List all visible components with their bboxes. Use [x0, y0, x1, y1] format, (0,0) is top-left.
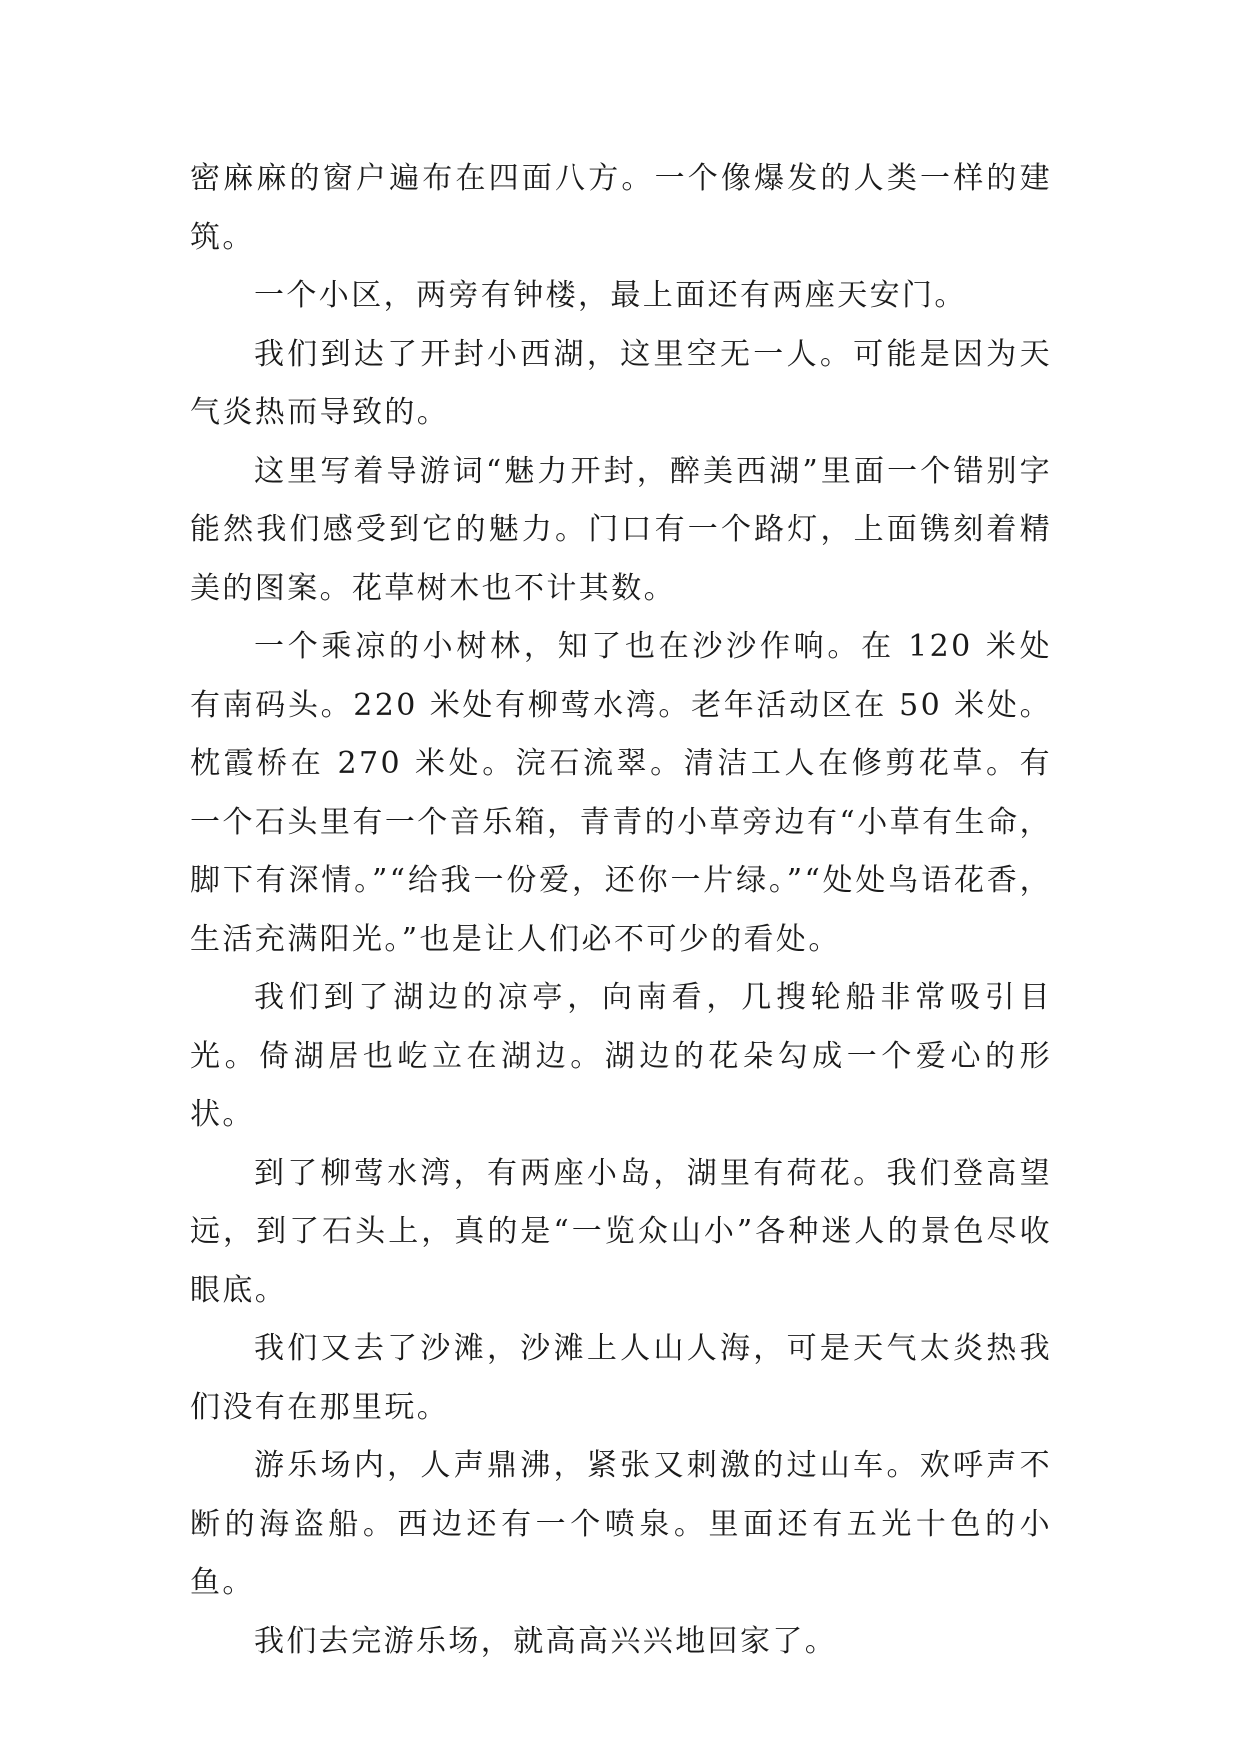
- paragraph-4: 这里写着导游词“魅力开封，醉美西湖”里面一个错别字能然我们感受到它的魅力。门口有一个路灯，上面镌刻着精美的图案。花草树木也不计其数。: [190, 453, 1052, 606]
- paragraph-9: 游乐场内，人声鼎沸，紧张又刺激的过山车。欢呼声不断的海盗船。西边还有一个喷泉。里面还有五光十色的小鱼。: [190, 1448, 1052, 1600]
- paragraph-1: 密麻麻的窗户遍布在四面八方。一个像爆发的人类一样的建筑。: [190, 161, 1052, 255]
- paragraph-6: 我们到了湖边的凉亭，向南看，几搜轮船非常吸引目光。倚湖居也屹立在湖边。湖边的花朵勾成一个爱心的形状。: [190, 980, 1052, 1132]
- paragraph-2: 一个小区，两旁有钟楼，最上面还有两座天安门。: [254, 278, 967, 313]
- paragraph-5: 一个乘凉的小树林，知了也在沙沙作响。在 120 米处有南码头。220 米处有柳莺水湾。老年活动区在 50 米处。枕霞桥在 270 米处。浣石流翠。清洁工人在修剪花草。有一个石头里有一个音乐箱，青青的小草旁边有“小草有生命，脚下有深情。”“给我一份爱，还你一片绿。”“处处鸟语花香，生活充满阳光。”也是让人们必不可少的看处。: [190, 629, 1052, 957]
- document-page: [190, 150, 1052, 1671]
- paragraph-10: 我们去完游乐场，就高高兴兴地回家了。: [254, 1623, 838, 1659]
- paragraph-3: 我们到达了开封小西湖，这里空无一人。可能是因为天气炎热而导致的。: [190, 336, 1052, 430]
- paragraph-7: 到了柳莺水湾，有两座小岛，湖里有荷花。我们登高望远，到了石头上，真的是“一览众山小”各种迷人的景色尽收眼底。: [190, 1155, 1052, 1308]
- paragraph-8: 我们又去了沙滩，沙滩上人山人海，可是天气太炎热我们没有在那里玩。: [190, 1331, 1052, 1425]
